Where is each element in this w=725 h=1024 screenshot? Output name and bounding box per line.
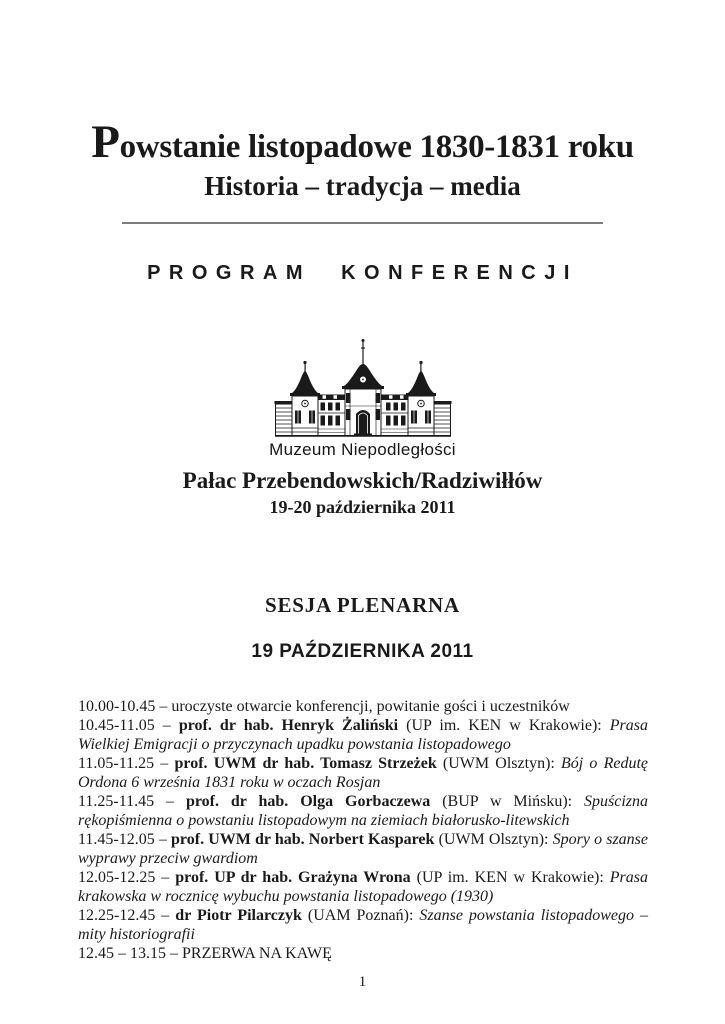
page-number: 1	[358, 974, 367, 990]
schedule-entry	[78, 868, 648, 906]
schedule-text-run: 10.00-10.45 – uroczyste otwarcie konferencji, powitanie gości i uczestników	[78, 698, 570, 715]
schedule-text-run: prof. UWM dr hab. Norbert Kasparek	[171, 831, 435, 848]
schedule-entry	[78, 944, 648, 963]
schedule-text-run: Spuścizna rękopiśmienna o powstaniu listopadowym na ziemiach białorusko-litewskich	[78, 793, 649, 829]
venue-title: Pałac Przebendowskich/Radziwiłłów	[182, 468, 543, 493]
schedule-text-run: (UAM Poznań):	[301, 907, 420, 924]
program-heading: PROGRAM KONFERENCJI	[147, 262, 578, 284]
schedule-text-run: prof. UWM dr hab. Tomasz Strzeżek	[174, 755, 437, 772]
schedule-entry	[78, 830, 648, 868]
schedule-entry	[78, 906, 648, 944]
schedule-text-run: 11.25-11.45 –	[78, 793, 186, 810]
schedule-text-run: 11.45-12.05 –	[78, 831, 172, 848]
session-heading: SESJA PLENARNA	[265, 593, 460, 617]
schedule-text-run: prof. UP dr hab. Grażyna Wrona	[175, 869, 411, 886]
schedule-text-run: Spory o szanse wyprawy przeciw gwardiom	[78, 831, 649, 867]
schedule-entry	[78, 792, 648, 830]
schedule-text-run: (UP im. KEN w Krakowie):	[398, 717, 610, 734]
schedule-text-run: (UP im. KEN w Krakowie):	[410, 869, 610, 886]
schedule-text-run: dr Piotr Pilarczyk	[175, 907, 302, 924]
logo-caption: Muzeum Niepodległości	[269, 440, 456, 459]
palace-engraving-icon	[273, 334, 453, 440]
schedule-text-run: 11.05-11.25 –	[78, 755, 175, 772]
event-dates: 19-20 października 2011	[269, 497, 456, 517]
schedule-entry	[78, 716, 648, 754]
schedule-text-run: 12.25-12.45 –	[78, 907, 176, 924]
session-date-heading: 19 PAŹDZIERNIKA 2011	[251, 641, 474, 662]
page-subtitle: Historia – tradycja – media	[204, 171, 521, 201]
schedule-text-run: 12.45 – 13.15 – PRZERWA NA KAWĘ	[78, 945, 332, 962]
schedule-text-run: Prasa Wielkiej Emigracji o przyczynach upadku powstania listopadowego	[78, 717, 649, 753]
title-rest: owstanie listopadowe 1830-1831 roku	[119, 129, 634, 165]
schedule-text-run: Szanse powstania listopadowego – mity historiografii	[78, 907, 649, 943]
divider-rule	[122, 222, 603, 224]
schedule	[78, 697, 648, 963]
title-initial: P	[91, 116, 120, 168]
schedule-text-run: (UWM Olsztyn):	[436, 755, 562, 772]
schedule-text-run: prof. dr hab. Olga Gorbaczewa	[185, 793, 431, 810]
schedule-text-run: Bój o Redutę Ordona 6 września 1831 roku w oczach Rosjan	[78, 755, 649, 791]
schedule-entry	[78, 754, 648, 792]
page-title	[0, 116, 725, 170]
schedule-text-run: 10.45-11.05 –	[78, 717, 179, 734]
schedule-text-run: 12.05-12.25 –	[78, 869, 176, 886]
schedule-text-run: Prasa krakowska w rocznicę wybuchu powstania listopadowego (1930)	[78, 869, 648, 905]
schedule-entry	[78, 697, 648, 716]
schedule-text-run: prof. dr hab. Henryk Żaliński	[178, 717, 399, 734]
schedule-text-run: (UWM Olsztyn):	[434, 831, 553, 848]
schedule-text-run: (BUP w Mińsku):	[430, 793, 585, 810]
museum-logo	[0, 334, 725, 445]
